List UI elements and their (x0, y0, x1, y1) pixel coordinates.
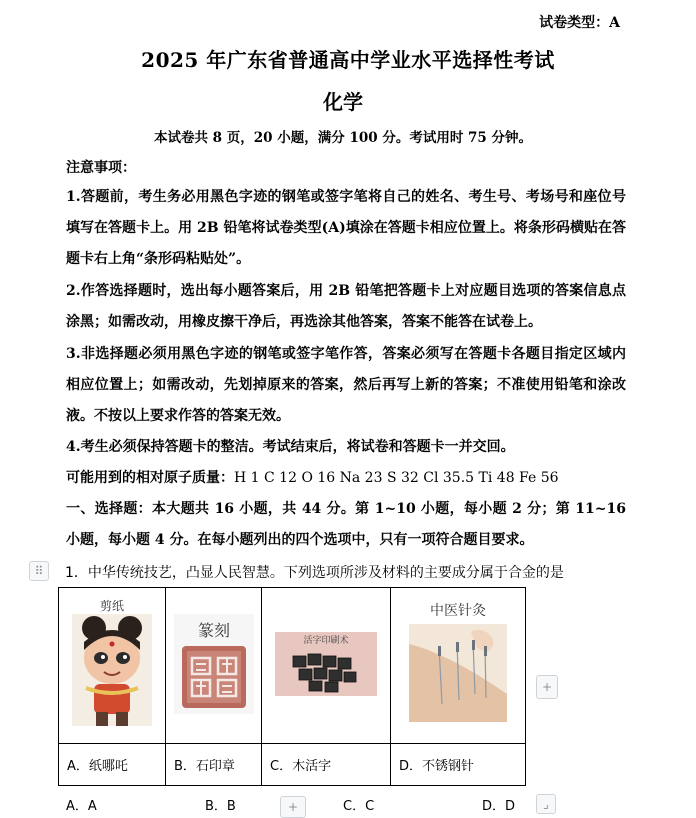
answer-choice-a[interactable]: A．A (66, 799, 97, 814)
section-heading: 一、选择题：本大题共 16 小题，共 44 分。第 1~10 小题，每小题 2 分；第 11~16 小题，每小题 4 分。在每小题列出的四个选项中，只有一项符合题目要求。 (66, 501, 626, 548)
option-a-image-cell (59, 588, 166, 744)
option-d-image-label: 中医针灸 (430, 602, 486, 619)
answer-choice-b[interactable]: B．B (205, 799, 236, 814)
answer-choice-c[interactable]: C．C (343, 799, 375, 814)
notice-item-4: 4.考生必须保持答题卡的整洁。考试结束后，将试卷和答题卡一并交回。 (66, 439, 515, 455)
drag-handle-icon[interactable]: ⠿ (29, 561, 49, 581)
option-b-caption: B．石印章 (166, 744, 262, 786)
stone-seal-image (174, 614, 254, 714)
acupuncture-image (409, 624, 507, 722)
option-d-caption: D．不锈钢针 (391, 744, 526, 786)
answer-choice-d[interactable]: D．D (482, 799, 516, 814)
exam-title: 2025 年广东省普通高中学业水平选择性考试 (141, 48, 555, 72)
movable-type-image (275, 632, 377, 696)
option-d-image-cell (391, 588, 526, 744)
option-c-image-label: 活字印刷术 (303, 635, 349, 646)
option-b-image-cell (166, 588, 262, 744)
atomic-masses-values: H 1 C 12 O 16 Na 23 S 32 Cl 35.5 Ti 48 Fe 56 (234, 470, 559, 486)
question-1-options-table (58, 587, 526, 786)
atomic-masses (66, 463, 626, 494)
option-a-caption: A．纸哪吒 (59, 744, 166, 786)
notice-item-2: 2.作答选择题时，选出每小题答案后，用 2B 铅笔把答题卡上对应题目选项的答案信息点涂黑；如需改动，用橡皮擦干净后，再选涂其他答案，答案不能答在试卷上。 (66, 283, 626, 330)
resize-icon[interactable]: ⌟ (536, 794, 556, 814)
subject-title: 化学 (323, 90, 363, 114)
notice-item-1: 1.答题前，考生务必用黑色字迹的钢笔或签字笔将自己的姓名、考生号、考场号和座位号填写在答题卡上。用 2B 铅笔将试卷类型(A)填涂在答题卡相应位置上。将条形码横贴在答题卡右上角“条形码粘贴处”。 (66, 189, 626, 267)
add-column-button[interactable] (536, 675, 558, 699)
option-b-image-label: 篆刻 (197, 620, 230, 640)
option-c-caption: C．木活字 (262, 744, 391, 786)
add-row-button[interactable] (280, 796, 306, 818)
atomic-masses-label: 可能用到的相对原子质量： (66, 470, 234, 486)
option-a-image-label: 剪纸 (99, 599, 124, 613)
question-1-stem: 1．中华传统技艺，凸显人民智慧。下列选项所涉及材料的主要成分属于合金的是 (65, 565, 564, 581)
option-c-image-cell (262, 588, 391, 744)
exam-summary: 本试卷共 8 页，20 小题，满分 100 分。考试用时 75 分钟。 (153, 130, 533, 146)
plus-icon: + (541, 680, 553, 694)
plus-icon: + (287, 800, 299, 814)
notice-heading: 注意事项： (66, 160, 136, 176)
paper-type: 试卷类型：A (539, 15, 620, 31)
notice-item-3: 3.非选择题必须用黑色字迹的钢笔或签字笔作答，答案必须写在答题卡各题目指定区域内相应位置上；如需改动，先划掉原来的答案，然后再写上新的答案；不准使用铅笔和涂改液。不按以上要求作答的答案无效。 (66, 346, 626, 424)
nezha-figure-image (72, 614, 152, 726)
